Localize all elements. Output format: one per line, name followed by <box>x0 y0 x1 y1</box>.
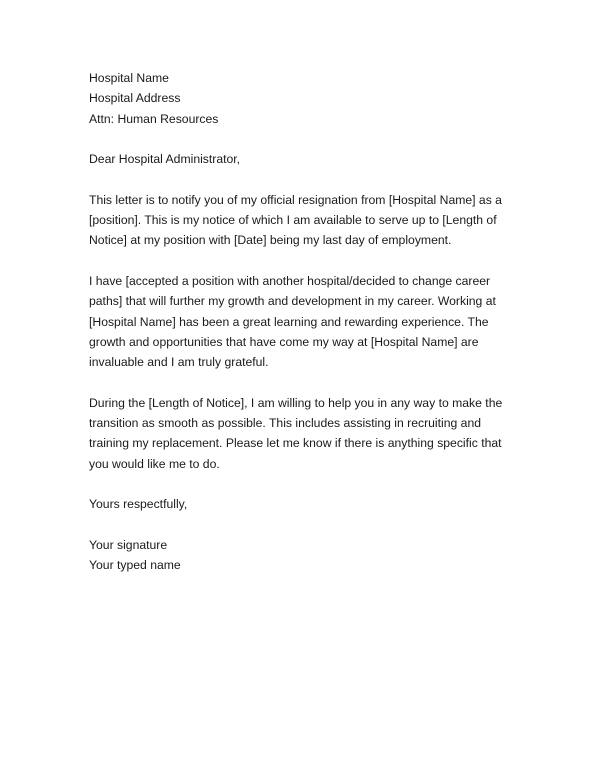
paragraph-reason <box>89 271 529 372</box>
text-line: transition as smooth as possible. This includes assisting in recruiting and <box>89 416 482 431</box>
text-line: [Hospital Name] has been a great learning and rewarding experience. The <box>89 314 489 329</box>
text-line: growth and opportunities that have come my way at [Hospital Name] are <box>89 334 479 349</box>
text-line: During the [Length of Notice], I am willing to help you in any way to make the <box>89 395 503 410</box>
paragraph-transition <box>89 393 529 474</box>
recipient-hospital-name: Hospital Name <box>89 71 169 85</box>
spacer <box>89 251 529 271</box>
spacer <box>89 515 529 535</box>
text-line: paths] that will further my growth and development in my career. Working at <box>89 294 496 309</box>
text-line: This letter is to notify you of my official resignation from [Hospital Name] as a <box>89 192 502 207</box>
salutation: Dear Hospital Administrator, <box>89 152 241 167</box>
spacer <box>89 169 529 189</box>
letter-document <box>89 68 529 575</box>
recipient-hospital-address: Hospital Address <box>89 91 181 106</box>
text-line: Notice] at my position with [Date] being my last day of employment. <box>89 233 452 248</box>
text-line: [position]. This is my notice of which I am available to serve up to [Length of <box>89 213 497 228</box>
text-line: I have [accepted a position with another hospital/decided to change career <box>89 273 491 288</box>
recipient-attention: Attn: Human Resources <box>89 111 219 126</box>
signature-block <box>89 535 529 576</box>
text-line: you would like me to do. <box>89 456 220 471</box>
spacer <box>89 372 529 392</box>
address-block <box>89 68 529 129</box>
signature: Your signature <box>89 537 168 552</box>
text-line: training my replacement. Please let me know if there is anything specific that <box>89 436 502 451</box>
text-line: invaluable and I am truly grateful. <box>89 355 269 370</box>
spacer <box>89 129 529 149</box>
typed-name: Your typed name <box>89 558 181 573</box>
closing: Yours respectfully, <box>89 497 188 512</box>
spacer <box>89 474 529 494</box>
paragraph-resignation-notice <box>89 190 529 251</box>
